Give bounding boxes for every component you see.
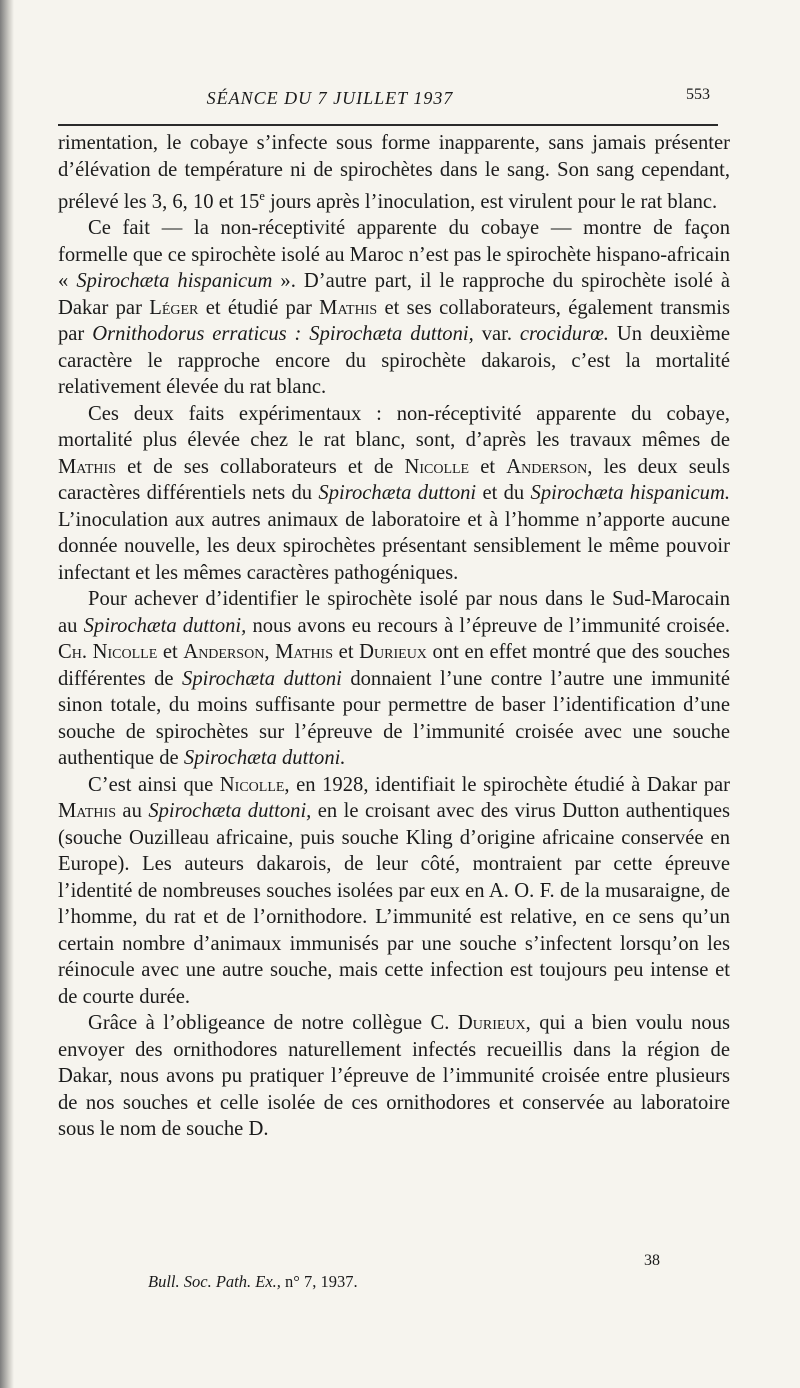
italic-term: Spirochæta hispanicum. (530, 482, 730, 505)
text-run: au (115, 800, 149, 823)
text-run: Pour achever d’identifier le spirochète isolé par nous dans le Sud-Marocain au (58, 588, 730, 637)
text-run: rimentation, le cobaye s’infecte sous forme inapparente, sans jamais présenter d’élévation de température ni de spirochètes dans le sang. Son sang cependant, prélevé les 3, 6, 10 et 15 (58, 132, 730, 213)
paragraph (58, 215, 730, 401)
text-run: et ses collaborateurs, également transmis par (58, 296, 730, 346)
citation-journal: Bull. Soc. Path. Ex., (148, 1272, 281, 1291)
page-header (60, 82, 720, 112)
text-run: var. (473, 323, 520, 346)
text-run: ». D’autre part, il le rapproche du spirochète isolé à Dakar par (58, 270, 730, 319)
text-run: et du (476, 482, 531, 505)
text-run: Un deuxième caractère le rapproche encore du spirochète dakarois, c’est la mortalité relativement élevée du rat blanc. (58, 323, 730, 399)
text-run: , en 1928, identifiait le spirochète étudié à Dakar par (284, 773, 730, 796)
text-run: L’inoculation aux autres animaux de laboratoire et à l’homme n’apporte aucune donnée nouvelle, les deux spirochètes présentant sensiblement le même pouvoir infectant et les mêmes caractères pathogéniques. (58, 508, 730, 584)
italic-term: Ornithodorus erraticus : Spirochæta duttoni, (92, 323, 474, 346)
body-text (58, 130, 730, 1143)
text-run: et de ses collaborateurs et de (115, 455, 405, 478)
author-name: Mathis (275, 641, 334, 664)
text-run: et (333, 641, 360, 664)
text-run: Ce fait — la non-réceptivité apparente du cobaye — montre de façon formelle que ce spirochète isolé au Maroc n’est pas le spirochète hispano-africain « (58, 217, 730, 293)
author-name: Mathis (319, 296, 378, 319)
paragraph-continuation (58, 130, 730, 215)
italic-term: Spirochæta duttoni, (83, 614, 247, 637)
text-run: , les deux seuls caractères différentiels nets du (58, 455, 730, 505)
author-name: Durieux (457, 1012, 526, 1035)
author-name: Ch. Nicolle (58, 641, 158, 664)
author-name: Mathis (58, 455, 116, 478)
text-run: et étudié par (198, 296, 320, 319)
author-name: Anderson (506, 455, 588, 478)
text-run: jours après l’inoculation, est virulent pour le rat blanc. (264, 190, 718, 213)
running-title: SÉANCE DU 7 JUILLET 1937 (206, 88, 454, 108)
italic-term: Spirochæta duttoni (182, 667, 342, 690)
author-name: Durieux (359, 641, 427, 664)
paragraph (58, 772, 730, 1011)
italic-term: Spirochæta duttoni, (148, 800, 312, 823)
text-run: et (469, 455, 507, 478)
italic-term: Spirochæta duttoni (318, 482, 477, 505)
sheet-number: 38 (644, 1252, 660, 1269)
text-run: , (264, 641, 276, 664)
italic-term: crocidurœ. (519, 323, 609, 346)
text-run: et (157, 641, 184, 664)
citation-issue: n° 7, 1937. (285, 1272, 358, 1291)
journal-citation (148, 1272, 358, 1292)
text-run: donnaient l’une contre l’autre une immunité sinon totale, du moins suffisante pour permettre de baser l’identification d’une souche de spirochètes sur l’épreuve de l’immunité croisée avec une souche authentique de (58, 667, 730, 770)
author-name: Anderson (183, 641, 265, 664)
author-name: Nicolle (404, 455, 470, 478)
text-run: Ces deux faits expérimentaux : non-réceptivité apparente du cobaye, mortalité plus élevée chez le rat blanc, sont, d’après les travaux mêmes de (58, 402, 730, 452)
text-run: en le croisant avec des virus Dutton authentiques (souche Ouzilleau africaine, puis souche Kling d’origine africaine conservée en Europe). Les auteurs dakarois, de leur côté, montraient par cette épreuve l’identité de nombreuses souches isolées par eux en A. O. F. de la musaraigne, de l’homme, du rat et de l’ornithodore. L’immunité est relative, en ce sens qu’un certain nombre d’animaux immunisés par une souche s’infectent lorsqu’on les réinocule avec une autre souche, mais cette infection est toujours peu intense et de courte durée. (58, 800, 731, 1008)
author-name: Mathis (58, 800, 116, 823)
paragraph (58, 586, 730, 772)
superscript: e (259, 189, 265, 203)
text-run: Grâce à l’obligeance de notre collègue C. (88, 1012, 458, 1035)
text-run: C’est ainsi que (88, 773, 220, 796)
author-name: Nicolle (219, 773, 285, 796)
paragraph (58, 1010, 730, 1143)
text-run: , qui a bien voulu nous envoyer des ornithodores naturellement infectés recueillis dans la région de Dakar, nous avons pu pratiquer l’épreuve de l’immunité croisée entre plusieurs de nos souches et celle isolée de ces ornithodores et conservée au laboratoire sous le nom de souche D. (58, 1012, 731, 1141)
page-footer (148, 1252, 688, 1292)
page-edge-shadow (0, 0, 14, 1388)
author-name: Léger (149, 296, 199, 319)
header-rule (58, 124, 718, 126)
paragraph (58, 401, 730, 587)
page-number: 553 (686, 86, 710, 103)
text-run: nous avons eu recours à l’épreuve de l’immunité croisée. (246, 614, 730, 637)
text-run: ont en effet montré que des souches différentes de (58, 641, 730, 690)
italic-term: Spirochæta duttoni. (183, 747, 346, 770)
italic-term: Spirochæta hispanicum (76, 270, 273, 293)
